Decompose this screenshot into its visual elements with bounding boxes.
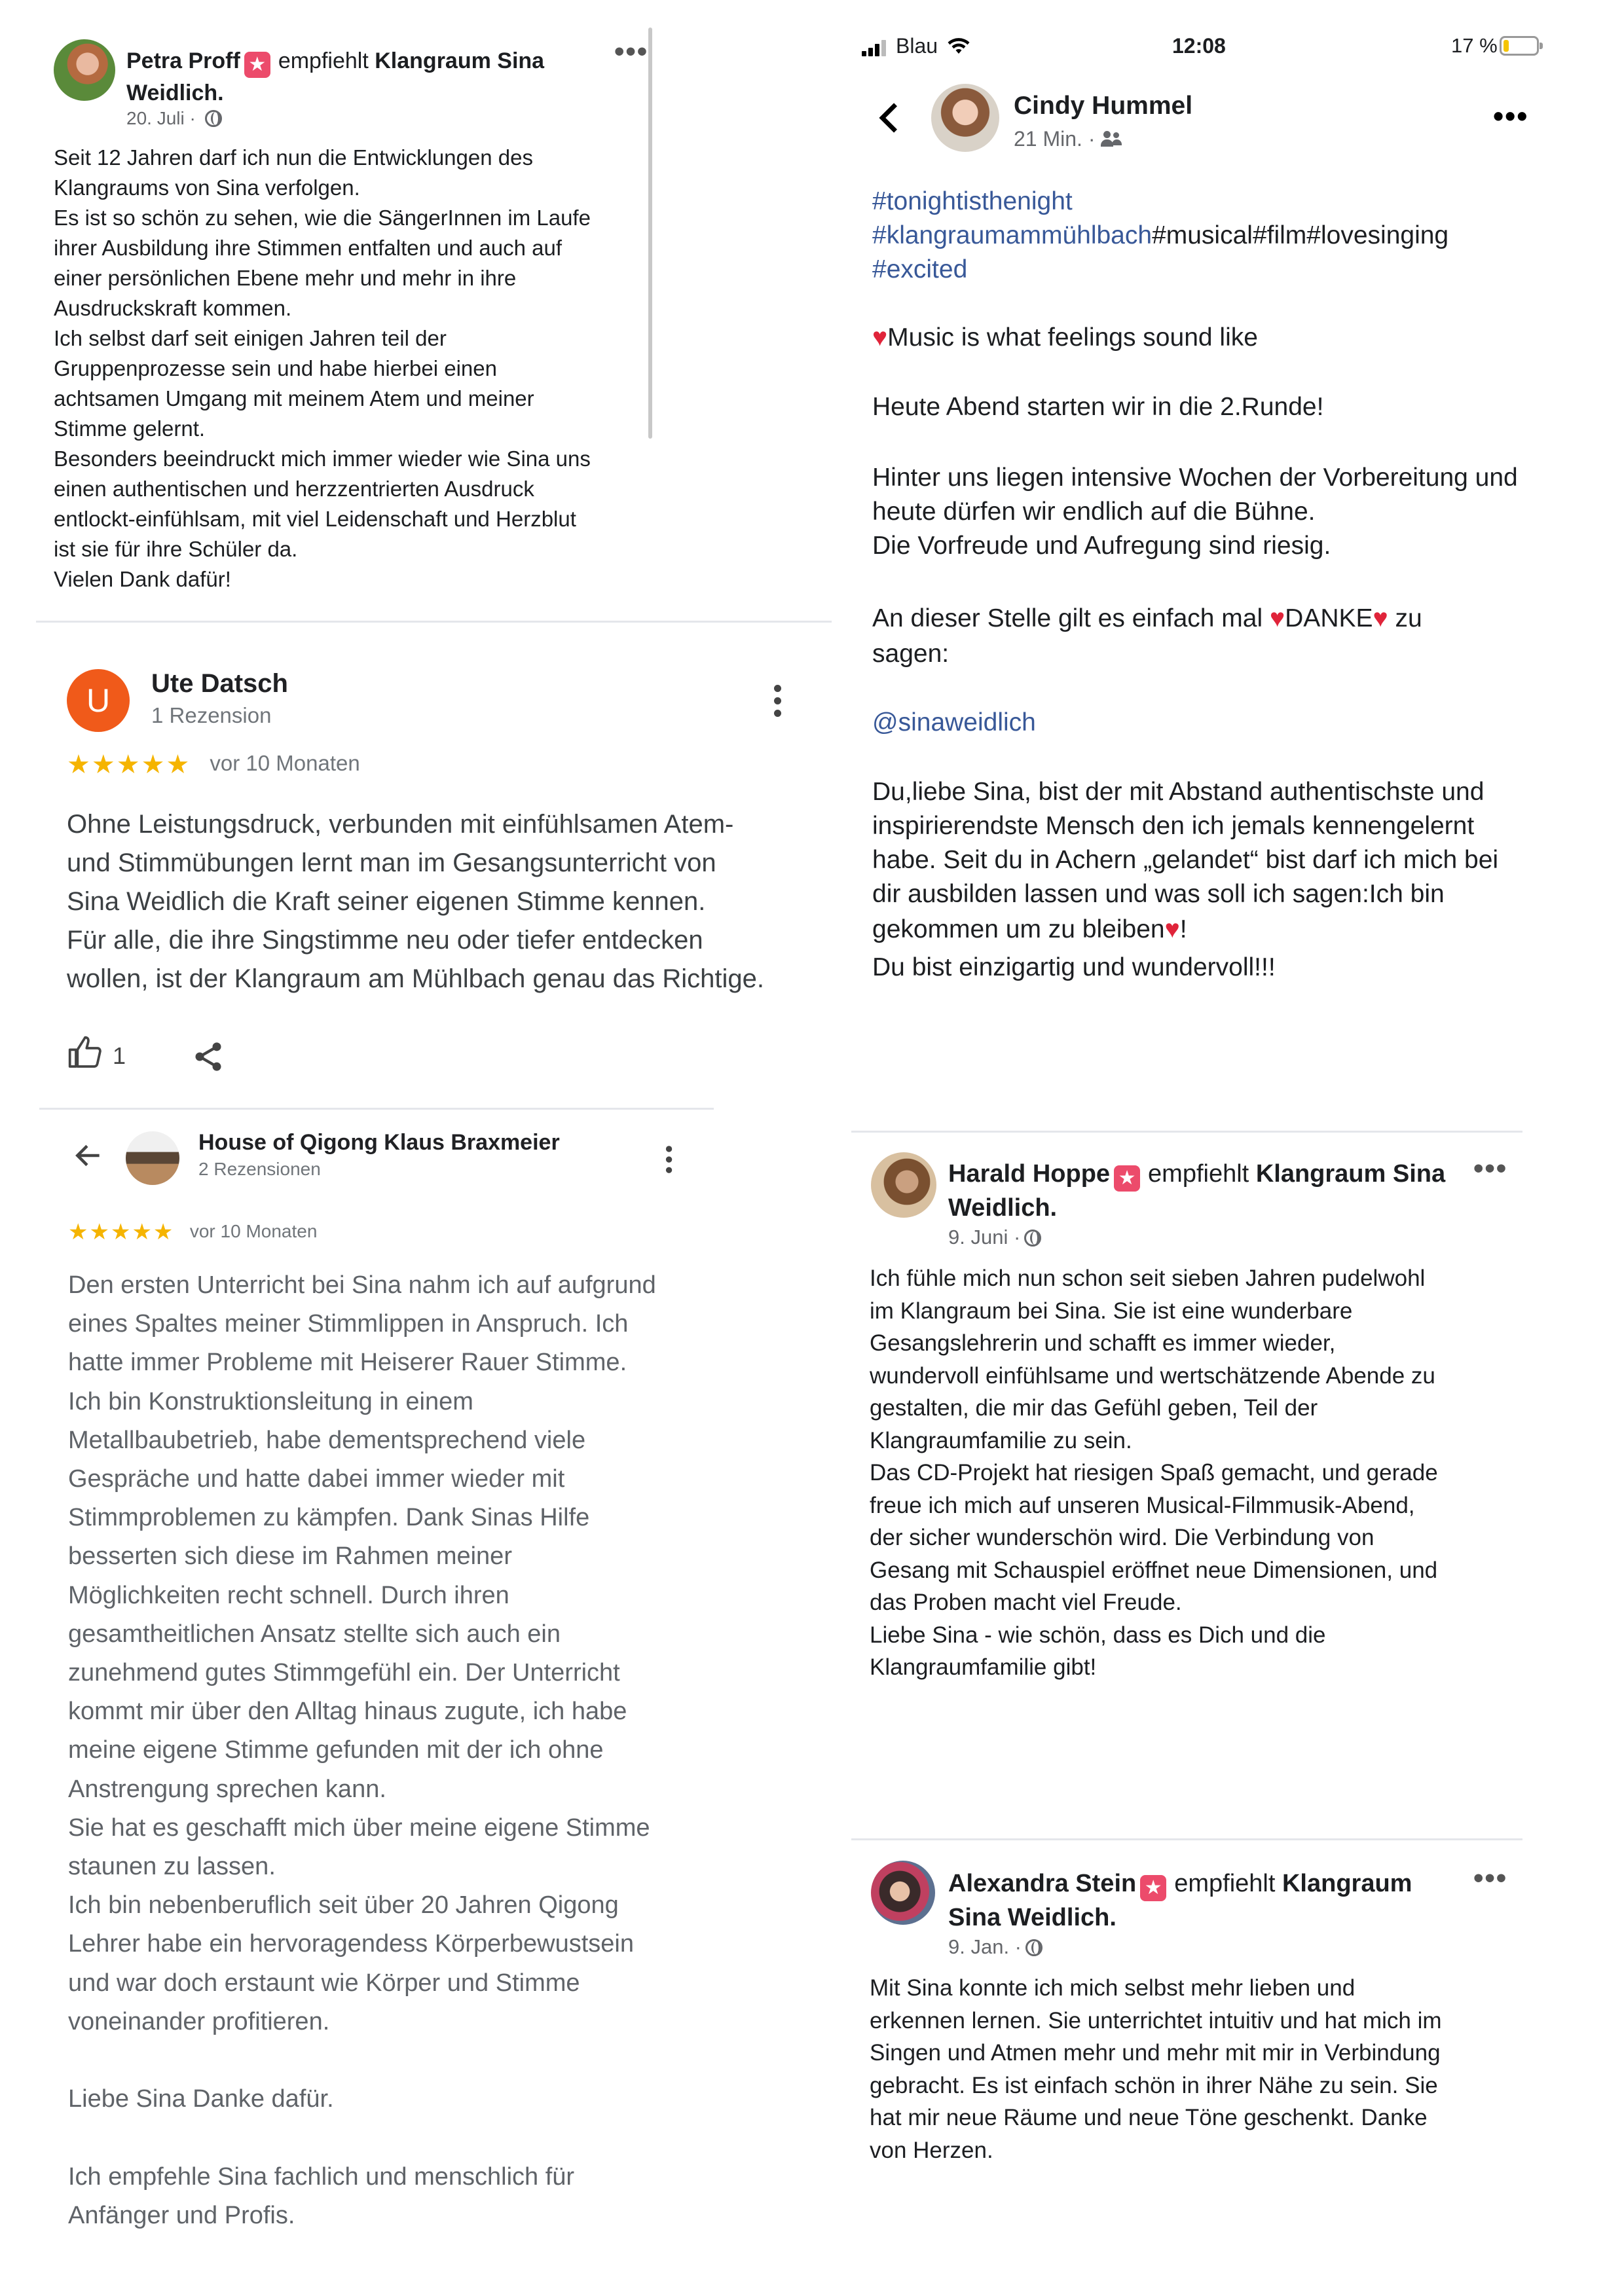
text-line: meine eigene Stimme gefunden mit der ich ohne xyxy=(68,1736,604,1764)
text-line: Vielen Dank dafür! xyxy=(54,567,231,591)
heart-icon: ♥ xyxy=(1164,915,1180,943)
like-count: 1 xyxy=(113,1042,126,1069)
post-text: An dieser Stelle gilt es einfach mal xyxy=(872,604,1270,632)
page-name[interactable]: Klangraum Sina xyxy=(1255,1160,1446,1188)
recommend-star-icon: ★ xyxy=(1140,1875,1166,1901)
post-meta xyxy=(948,1226,1041,1249)
divider xyxy=(851,1131,1522,1133)
text-line: Anfänger und Profis. xyxy=(68,2201,295,2229)
reviewer-name[interactable]: Ute Datsch xyxy=(151,669,288,698)
text-line: Ich empfehle Sina fachlich und menschlich für xyxy=(68,2162,575,2191)
text-line: freue ich mich auf unseren Musical-Filmmusik-Abend, xyxy=(870,1492,1415,1518)
avatar[interactable] xyxy=(54,39,115,101)
text-line: staunen zu lassen. xyxy=(68,1853,276,1881)
text-line: Singen und Atmen mehr und mehr mit mir in Verbindung xyxy=(870,2040,1441,2066)
text-line: Gesangslehrerin und schafft es immer wieder, xyxy=(870,1330,1336,1356)
text-line: besserten sich diese im Rahmen meiner xyxy=(68,1542,512,1571)
page-name[interactable]: Klangraum Sina Weidlich. xyxy=(126,48,545,105)
globe-icon xyxy=(1025,1939,1043,1956)
share-icon xyxy=(191,1040,225,1074)
text-line: erkennen lernen. Sie unterrichtet intuitiv und hat mich im xyxy=(870,2007,1442,2033)
text-line: Es ist so schön zu sehen, wie die SängerInnen im Laufe xyxy=(54,206,591,230)
text-line: heute dürfen wir endlich auf die Bühne. xyxy=(872,498,1316,526)
signal-icon xyxy=(862,39,888,56)
divider xyxy=(39,1108,714,1110)
text-line: Du,liebe Sina, bist der mit Abstand authentischste und xyxy=(872,778,1485,806)
text-line: Sie hat es geschafft mich über meine eigene Stimme xyxy=(68,1813,650,1842)
text-line: der sicher wunderschön wird. Die Verbindung von xyxy=(870,1525,1375,1550)
text-line: habe. Seit du in Achern „gelandet“ bist darf ich mich bei xyxy=(872,846,1499,874)
text-line: Ich selbst darf seit einigen Jahren teil der xyxy=(54,326,447,350)
review-count: 2 Rezensionen xyxy=(198,1159,321,1179)
battery-level xyxy=(1504,40,1509,52)
post-text: Du bist einzigartig und wundervoll!!! xyxy=(872,953,1276,981)
thumbs-up-icon xyxy=(67,1034,103,1071)
text-line: Metallbaubetrieb, habe dementsprechend viele xyxy=(68,1426,586,1454)
heart-icon: ♥ xyxy=(1269,604,1285,632)
text-line: ihrer Ausbildung ihre Stimmen entfalten und auch auf xyxy=(54,236,562,260)
post-meta: 20. Juli · xyxy=(126,108,222,129)
text-line: gesamtheitlichen Ansatz stellte sich auch ein xyxy=(68,1620,561,1648)
post-date[interactable]: 9. Juni · xyxy=(948,1226,1021,1248)
rating-row xyxy=(67,750,360,780)
page-name[interactable]: Sina Weidlich. xyxy=(948,1904,1116,1931)
review-text xyxy=(67,805,826,998)
post-text: DANKE xyxy=(1285,604,1373,632)
post-time[interactable]: 21 Min. · xyxy=(1014,127,1096,151)
recommends-label: empfiehlt xyxy=(1174,1870,1276,1897)
text-line: Ich bin Konstruktionsleitung in einem xyxy=(68,1387,473,1415)
text-line: das Proben macht viel Freude. xyxy=(870,1590,1182,1615)
text-line: Ich fühle mich nun schon seit sieben Jahren pudelwohl xyxy=(870,1266,1426,1291)
share-button[interactable] xyxy=(191,1040,225,1077)
post-text: ! xyxy=(1179,915,1187,943)
post-text: sagen: xyxy=(872,640,950,668)
text-line: dir ausbilden lassen und was soll ich sagen:Ich bin xyxy=(872,880,1445,908)
battery-percent: 17 % xyxy=(1451,34,1498,57)
hashtag-link[interactable]: #klangraumammühlbach xyxy=(872,221,1153,249)
text-line: Ich bin nebenberuflich seit über 20 Jahren Qigong xyxy=(68,1891,619,1920)
text-line: Gespräche und hatte dabei immer wieder mit xyxy=(68,1465,565,1493)
text-line: gebracht. Es ist einfach schön in ihrer Nähe zu sein. Sie xyxy=(870,2072,1438,2098)
post-text xyxy=(872,775,1566,911)
text-line: von Herzen. xyxy=(870,2137,993,2163)
text-line: wundervoll einfühlsame und wertschätzende Abende zu xyxy=(870,1362,1435,1389)
avatar[interactable] xyxy=(931,84,999,152)
text-line: Liebe Sina Danke dafür. xyxy=(68,2085,334,2113)
text-line: Möglichkeiten recht schnell. Durch ihren xyxy=(68,1581,509,1609)
post-text: gekommen um zu bleiben xyxy=(872,915,1165,943)
text-line: voneinander profitieren. xyxy=(68,2007,330,2035)
text-line: einen authentischen und herzzentrierten Ausdruck xyxy=(54,477,534,501)
divider xyxy=(36,621,832,623)
review-time: vor 10 Monaten xyxy=(189,1221,318,1241)
text-line: achtsamen Umgang mit meinem Atem und meiner xyxy=(54,386,534,410)
text-line: Für alle, die ihre Singstimme neu oder tiefer entdecken xyxy=(67,926,703,955)
text-line: Gesang mit Schauspiel eröffnet neue Dimensionen, und xyxy=(870,1557,1438,1583)
carrier-label: Blau xyxy=(896,34,938,58)
text-line: Seit 12 Jahren darf ich nun die Entwicklungen des xyxy=(54,145,533,170)
post-text: Heute Abend starten wir in die 2.Runde! xyxy=(872,393,1324,421)
review-text xyxy=(870,1972,1531,2166)
globe-icon xyxy=(205,110,222,127)
battery-icon xyxy=(1500,36,1539,56)
text-line: Lehrer habe ein hervoragendess Körperbewustsein xyxy=(68,1930,634,1958)
text-line xyxy=(68,2041,749,2080)
avatar[interactable] xyxy=(126,1131,179,1185)
hashtag-link[interactable]: #tonightisthenight xyxy=(872,187,1073,215)
text-line: wollen, ist der Klangraum am Mühlbach genau das Richtige. xyxy=(67,964,765,993)
review-text xyxy=(54,143,643,594)
more-options-icon[interactable]: ••• xyxy=(1473,1152,1508,1184)
text-line: Sina Weidlich die Kraft seiner eigenen Stimme kennen. xyxy=(67,887,706,916)
text-line: gestalten, die mir das Gefühl geben, Teil der xyxy=(870,1395,1318,1421)
page-name[interactable]: Klangraum xyxy=(1282,1870,1412,1897)
text-line: Klangraumfamilie gibt! xyxy=(870,1654,1097,1680)
star-rating: ★★★★★ xyxy=(68,1220,175,1245)
text-line: Liebe Sina - wie schön, dass es Dich und die xyxy=(870,1622,1326,1648)
mention-link[interactable]: @sinaweidlich xyxy=(872,708,1036,737)
post-date[interactable]: 9. Jan. · xyxy=(948,1935,1022,1958)
post-text: Music is what feelings sound like xyxy=(887,323,1258,352)
text-line: hat mir neue Räume und neue Töne geschenkt. Danke xyxy=(870,2105,1428,2130)
review-time: vor 10 Monaten xyxy=(210,751,360,775)
like-button[interactable] xyxy=(67,1034,132,1072)
clock: 12:08 xyxy=(1172,34,1226,58)
text-line: Stimmproblemen zu kämpfen. Dank Sinas Hilfe xyxy=(68,1504,590,1532)
bleiben-line xyxy=(872,915,1187,944)
text-line xyxy=(68,2119,749,2157)
more-options-icon[interactable]: ••• xyxy=(614,35,649,67)
author-name[interactable]: Petra Proff xyxy=(126,48,240,73)
avatar[interactable] xyxy=(871,1861,935,1925)
post-meta xyxy=(948,1935,1043,1959)
recommends-label: empfiehlt xyxy=(278,48,369,73)
text-line: Hinter uns liegen intensive Wochen der Vorbereitung und xyxy=(872,464,1518,492)
text-line: Den ersten Unterricht bei Sina nahm ich auf aufgrund xyxy=(68,1271,656,1299)
back-arrow-icon[interactable] xyxy=(72,1139,105,1175)
text-line: und Stimmübungen lernt man im Gesangsunterricht von xyxy=(67,848,716,877)
post-meta xyxy=(1014,127,1123,151)
music-line xyxy=(872,323,1258,352)
globe-icon xyxy=(1024,1230,1041,1247)
text-line: einer persönlichen Ebene mehr und mehr in ihre xyxy=(54,266,517,290)
text-line: Stimme gelernt. xyxy=(54,416,206,441)
text-line: Mit Sina konnte ich mich selbst mehr lieben und xyxy=(870,1975,1356,2001)
reviewer-name[interactable]: House of Qigong Klaus Braxmeier xyxy=(198,1130,560,1155)
recommend-star-icon: ★ xyxy=(244,52,270,78)
text-line: Gruppenprozesse sein und habe hierbei einen xyxy=(54,356,497,380)
heart-icon: ♥ xyxy=(1373,604,1388,632)
text-line: Klangraumfamilie zu sein. xyxy=(870,1427,1132,1453)
rating-row xyxy=(68,1219,317,1245)
heart-icon: ♥ xyxy=(872,323,888,352)
text-line: hatte immer Probleme mit Heiserer Rauer Stimme. xyxy=(68,1349,627,1377)
back-chevron-icon[interactable] xyxy=(876,101,900,138)
review-text xyxy=(870,1262,1524,1684)
review-text xyxy=(68,1266,749,2235)
text-line: inspirierendste Mensch den ich jemals kennengelernt xyxy=(872,812,1475,840)
text-line: Anstrengung sprechen kann. xyxy=(68,1775,386,1803)
text-line: Das CD-Projekt hat riesigen Spaß gemacht, und gerade xyxy=(870,1460,1438,1485)
text-line: im Klangraum bei Sina. Sie ist eine wunderbare xyxy=(870,1298,1353,1324)
page-name[interactable]: Weidlich. xyxy=(948,1194,1058,1222)
wifi-icon xyxy=(947,37,970,58)
text-line: Ohne Leistungsdruck, verbunden mit einfühlsamen Atem- xyxy=(67,810,734,839)
more-options-icon[interactable]: ••• xyxy=(1493,99,1529,133)
divider xyxy=(851,1838,1522,1840)
text-line: entlockt-einfühlsam, mit viel Leidenschaft und Herzblut xyxy=(54,507,576,531)
text-line: und war doch erstaunt wie Körper und Stimme xyxy=(68,1969,580,1997)
recommends-label: empfiehlt xyxy=(1148,1160,1249,1188)
hashtag-link[interactable]: #excited xyxy=(872,255,968,283)
text-line: Ausdruckskraft kommen. xyxy=(54,296,292,320)
recommend-star-icon: ★ xyxy=(1114,1165,1140,1192)
hashtags xyxy=(872,185,1553,287)
text-line: Klangraums von Sina verfolgen. xyxy=(54,175,360,200)
author-name[interactable]: Harald Hoppe xyxy=(948,1160,1111,1188)
text-line: eines Spaltes meiner Stimmlippen in Anspruch. Ich xyxy=(68,1310,629,1338)
text-line: ist sie für ihre Schüler da. xyxy=(54,537,298,561)
author-name[interactable]: Cindy Hummel xyxy=(1014,92,1193,120)
post-text xyxy=(872,461,1566,563)
review-count: 1 Rezension xyxy=(151,703,272,727)
star-rating: ★★★★★ xyxy=(67,750,191,779)
friends-icon xyxy=(1101,131,1123,148)
text-line: Die Vorfreude und Aufregung sind riesig. xyxy=(872,532,1331,560)
author-name[interactable]: Alexandra Stein xyxy=(948,1870,1137,1897)
hashtags-text: #musical#film#lovesinging xyxy=(1152,221,1449,249)
text-line: zunehmend gutes Stimmgefühl ein. Der Unterricht xyxy=(68,1659,620,1687)
more-options-icon[interactable] xyxy=(774,685,782,722)
post-date[interactable]: 20. Juli xyxy=(126,108,185,128)
more-options-icon[interactable]: ••• xyxy=(1473,1862,1508,1894)
danke-text xyxy=(872,601,1566,672)
text-line: kommt mir über den Alltag hinaus zugute, ich habe xyxy=(68,1698,627,1726)
avatar[interactable]: U xyxy=(67,669,130,732)
scrollbar[interactable] xyxy=(648,27,652,439)
more-options-icon[interactable] xyxy=(666,1146,673,1177)
avatar[interactable] xyxy=(871,1152,936,1218)
post-text: zu xyxy=(1388,604,1422,632)
text-line: Besonders beeindruckt mich immer wieder wie Sina uns xyxy=(54,446,591,471)
